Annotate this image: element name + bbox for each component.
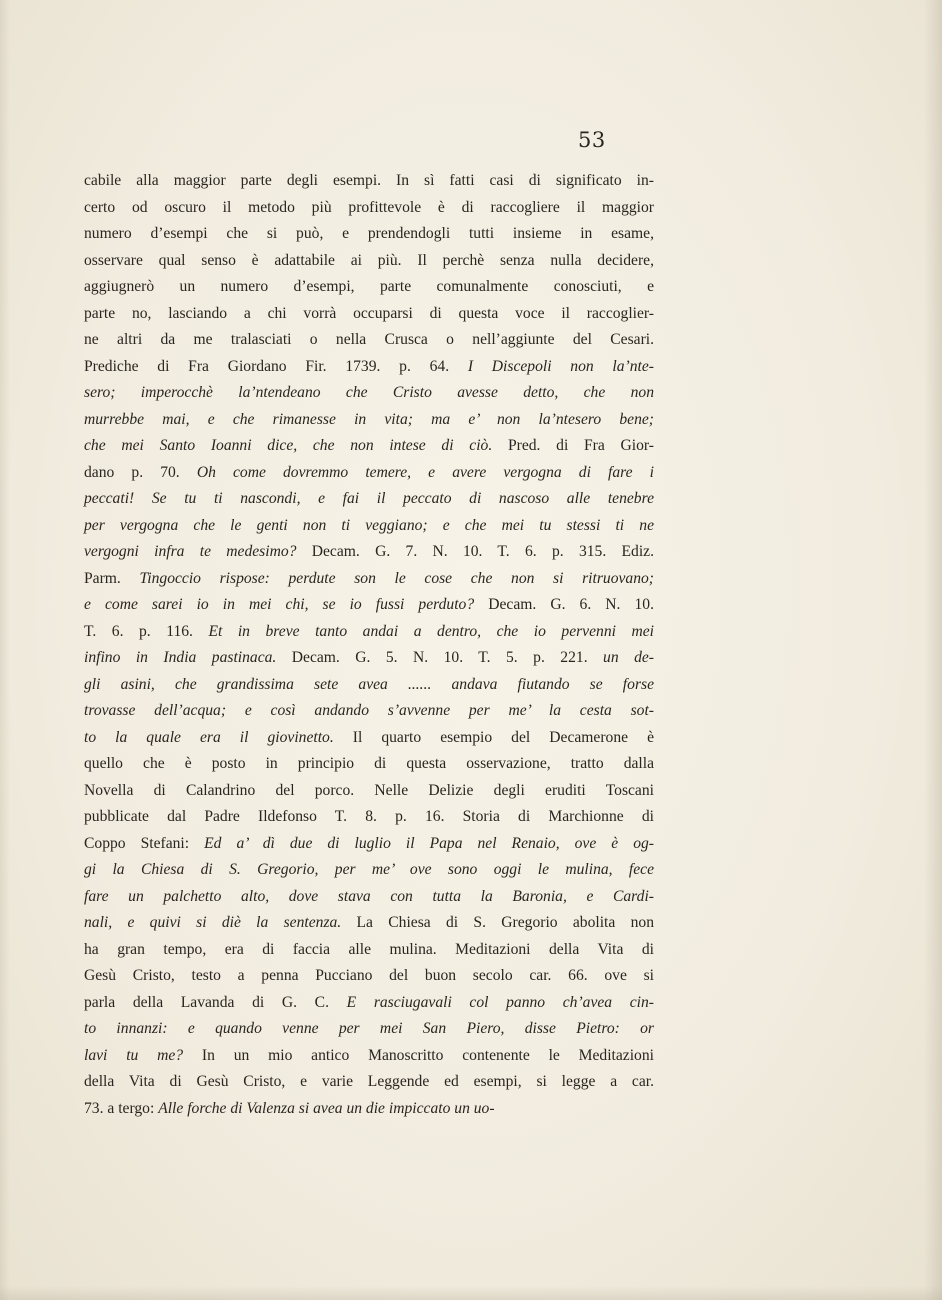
text-segment: 73. a tergo:: [84, 1099, 159, 1117]
italic-quotation: I Discepoli non la’nte-: [467, 357, 654, 375]
italic-quotation: gi la Chiesa di S. Gregorio, per me’ ove sono oggi le mulina, fece: [84, 861, 654, 878]
italic-quotation: un de-: [603, 649, 655, 666]
italic-quotation: Ed a’ dì due di luglio il Papa nel Renaio, ove è og-: [204, 834, 654, 852]
italic-quotation: peccati! Se tu ti nascondi, e fai il peccato di nascoso alle tenebre: [84, 490, 654, 507]
text-line: [84, 963, 654, 990]
text-line: [84, 354, 654, 381]
text-segment: Novella di Calandrino del porco. Nelle Delizie degli eruditi Toscani: [84, 781, 654, 799]
text-line: [84, 831, 654, 858]
italic-quotation: lavi tu me?: [84, 1046, 184, 1064]
text-line: [84, 248, 654, 275]
italic-quotation: sero; imperocchè la’ntendeano che Cristo avesse detto, che non: [84, 384, 654, 401]
italic-quotation: E rasciugavali col panno ch’avea cin-: [346, 993, 654, 1011]
text-line: [84, 1096, 654, 1123]
text-line: [84, 486, 654, 513]
text-line: [84, 566, 654, 593]
text-line: [84, 539, 654, 566]
text-segment: Decam. G. 5. N. 10. T. 5. p. 221.: [276, 649, 604, 666]
text-segment: ha gran tempo, era di faccia alle mulina. Meditazioni della Vita di: [84, 940, 654, 958]
text-segment: numero d’esempi che si può, e prendendogli tutti insieme in esame,: [84, 225, 654, 242]
text-line: [84, 884, 654, 911]
italic-quotation: vergogni infra te medesimo?: [84, 543, 297, 560]
text-segment: Gesù Cristo, testo a penna Pucciano del buon secolo car. 66. ove si: [84, 967, 654, 984]
text-line: [84, 725, 654, 752]
text-segment: Decam. G. 7. N. 10. T. 6. p. 315. Ediz.: [296, 543, 654, 560]
text-line: [84, 407, 654, 434]
text-segment: pubblicate dal Padre Ildefonso T. 8. p. 16. Storia di Marchionne di: [84, 808, 654, 825]
text-line: [84, 1016, 654, 1043]
text-segment: Decam. G. 6. N. 10.: [474, 596, 654, 613]
text-segment: ne altri da me tralasciati o nella Crusca o nell’aggiunte del Cesari.: [84, 331, 654, 348]
text-segment: T. 6. p. 116.: [84, 622, 209, 640]
italic-quotation: Oh come dovremmo temere, e avere vergogna di fare i: [196, 463, 654, 481]
text-line: [84, 274, 654, 301]
text-segment: Parm.: [84, 569, 140, 587]
page-edge-shadow-bottom: [0, 1286, 942, 1300]
text-line: [84, 433, 654, 460]
text-line: [84, 857, 654, 884]
text-line: [84, 990, 654, 1017]
text-line: [84, 221, 654, 248]
italic-quotation: trovasse dell’acqua; e così andando s’avvenne per me’ la cesta sot-: [84, 702, 654, 719]
text-segment: parla della Lavanda di G. C.: [84, 993, 347, 1011]
text-segment: quello che è posto in principio di questa osservazione, tratto dalla: [84, 755, 654, 772]
text-line: [84, 1069, 654, 1096]
italic-quotation: to la quale era il giovinetto.: [84, 728, 334, 746]
italic-quotation: e come sarei io in mei chi, se io fussi perduto?: [84, 596, 475, 613]
text-line: [84, 592, 654, 619]
text-segment: parte no, lasciando a chi vorrà occuparsi di questa voce il raccoglier-: [84, 304, 654, 322]
italic-quotation: fare un palchetto alto, dove stava con tutta la Baronia, e Cardi-: [84, 887, 654, 905]
italic-quotation: to innanzi: e quando venne per mei San Piero, disse Pietro: or: [84, 1020, 654, 1037]
italic-quotation: Et in breve tanto andai a dentro, che io pervenni mei: [208, 622, 654, 640]
italic-quotation: nali, e quivi si diè la sentenza.: [84, 914, 342, 931]
italic-quotation: murrebbe mai, e che rimanesse in vita; ma e’ non la’ntesero bene;: [84, 410, 654, 428]
text-line: [84, 168, 654, 195]
text-line: [84, 619, 654, 646]
text-segment: osservare qual senso è adattabile ai più. Il perchè senza nulla decidere,: [84, 251, 654, 269]
page-edge-shadow-left: [0, 0, 10, 1300]
text-line: [84, 937, 654, 964]
text-segment: certo od oscuro il metodo più profittevole è di raccogliere il maggior: [84, 198, 654, 216]
italic-quotation: che mei Santo Ioanni dice, che non intese di ciò.: [84, 437, 493, 454]
page-edge-shadow-right: [924, 0, 942, 1300]
italic-quotation: infino in India pastinaca.: [84, 649, 277, 666]
text-segment: Pred. di Fra Gior-: [492, 437, 654, 454]
text-line: [84, 751, 654, 778]
text-segment: La Chiesa di S. Gregorio abolita non: [341, 914, 654, 931]
text-segment: Il quarto esempio del Decamerone è: [333, 728, 654, 746]
text-segment: Prediche di Fra Giordano Fir. 1739. p. 64.: [84, 357, 468, 375]
text-segment: cabile alla maggior parte degli esempi. In sì fatti casi di significato in-: [84, 172, 654, 189]
text-line: [84, 778, 654, 805]
italic-quotation: Tingoccio rispose: perdute son le cose che non si ritruovano;: [139, 569, 654, 587]
italic-quotation: per vergogna che le genti non ti veggiano; e che mei tu stessi ti ne: [84, 516, 654, 534]
text-line: [84, 513, 654, 540]
text-line: [84, 195, 654, 222]
text-line: [84, 804, 654, 831]
text-line: [84, 645, 654, 672]
text-segment: In un mio antico Manoscritto contenente le Meditazioni: [183, 1046, 654, 1064]
text-line: [84, 460, 654, 487]
text-line: [84, 1043, 654, 1070]
text-line: [84, 698, 654, 725]
text-line: [84, 301, 654, 328]
text-line: [84, 910, 654, 937]
page-number: 53: [578, 128, 606, 152]
text-line: [84, 327, 654, 354]
text-line: [84, 380, 654, 407]
text-segment: dano p. 70.: [84, 463, 197, 481]
italic-quotation: gli asini, che grandissima sete avea ...... andava fiutando se forse: [84, 675, 654, 693]
body-text: [84, 168, 654, 1122]
text-segment: Coppo Stefani:: [84, 834, 205, 852]
text-line: [84, 672, 654, 699]
text-segment: aggiugnerò un numero d’esempi, parte comunalmente conosciuti, e: [84, 278, 654, 295]
text-segment: della Vita di Gesù Cristo, e varie Leggende ed esempi, si legge a car.: [84, 1073, 654, 1090]
italic-quotation: Alle forche di Valenza si avea un die impiccato un uo-: [158, 1099, 495, 1117]
